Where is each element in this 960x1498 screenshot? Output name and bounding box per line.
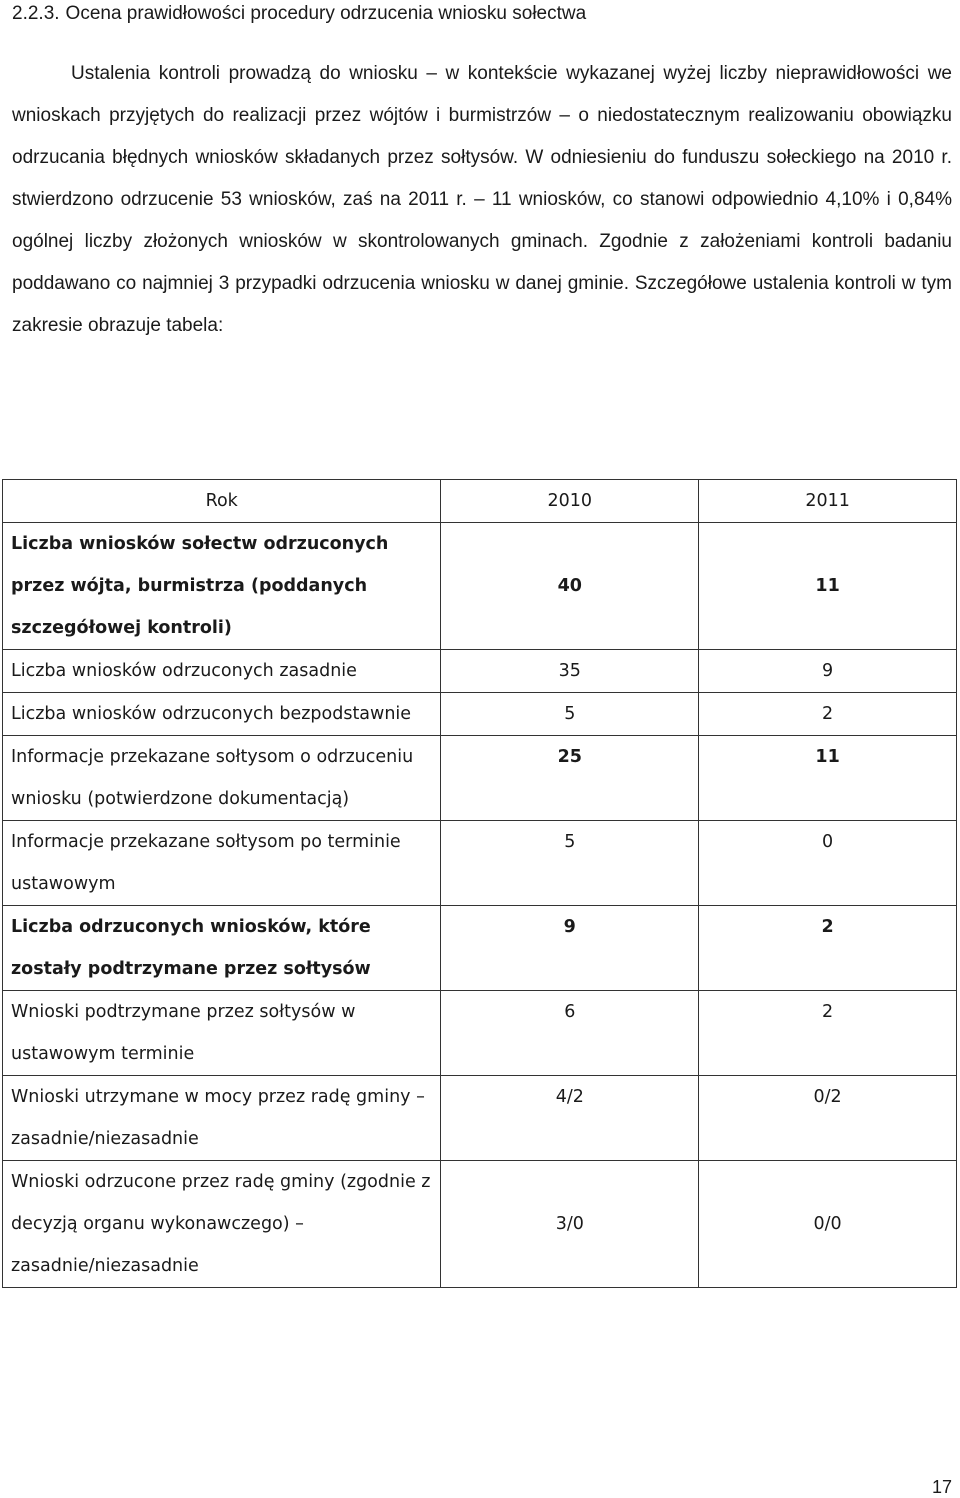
table-row [3,736,957,821]
cell-2011: 0/0 [699,1161,957,1288]
header-year: Rok [3,480,441,523]
table-row [3,906,957,991]
body-paragraph [12,53,952,347]
table-row [3,650,957,693]
table-row [3,1076,957,1161]
cell-2010: 3/0 [441,1161,699,1288]
cell-2010: 4/2 [441,1076,699,1161]
row-label: Wnioski podtrzymane przez sołtysów w ustawowym terminie [3,991,441,1076]
cell-2011: 2 [699,991,957,1076]
table-row [3,821,957,906]
cell-2010: 25 [441,736,699,821]
row-label: Wnioski odrzucone przez radę gminy (zgodnie z decyzją organu wykonawczego) – zasadnie/niezasadnie [3,1161,441,1288]
results-table [2,479,957,1288]
row-label: Liczba wniosków sołectw odrzuconych przez wójta, burmistrza (poddanych szczegółowej kontroli) [3,523,441,650]
row-label: Informacje przekazane sołtysom po terminie ustawowym [3,821,441,906]
cell-2010: 35 [441,650,699,693]
section-number: 2.2.3. [12,3,60,24]
cell-2010: 6 [441,991,699,1076]
cell-2011: 0 [699,821,957,906]
header-2010: 2010 [441,480,699,523]
cell-2011: 2 [699,693,957,736]
table-row [3,523,957,650]
table-row [3,1161,957,1288]
page-number: 17 [931,1477,952,1497]
cell-2010: 40 [441,523,699,650]
row-label: Informacje przekazane sołtysom o odrzuceniu wniosku (potwierdzone dokumentacją) [3,736,441,821]
table-row [3,991,957,1076]
table-row [3,693,957,736]
cell-2011: 9 [699,650,957,693]
cell-2011: 11 [699,523,957,650]
cell-2010: 5 [441,693,699,736]
section-heading [12,2,586,26]
row-label: Liczba wniosków odrzuconych zasadnie [3,650,441,693]
cell-2010: 5 [441,821,699,906]
cell-2011: 2 [699,906,957,991]
cell-2011: 11 [699,736,957,821]
header-2011: 2011 [699,480,957,523]
cell-2011: 0/2 [699,1076,957,1161]
paragraph-text: Ustalenia kontroli prowadzą do wniosku – w kontekście wykazanej wyżej liczby nieprawidłowości we wnioskach przyjętych do realizacji przez wójtów i burmistrzów – o niedostatecznym realizowaniu obowiązku odrzucania błędnych wniosków składanych przez sołtysów. W odniesieniu do funduszu sołeckiego na 2010 r. stwierdzono odrzucenie 53 wniosków, zaś na 2011 r. – 11 wniosków, co stanowi odpowiednio 4,10% i 0,84% ogólnej liczby złożonych wniosków w skontrolowanych gminach. Zgodnie z założeniami kontroli badaniu poddawano co najmniej 3 przypadki odrzucenia wniosku w danej gminie. Szczegółowe ustalenia kontroli w tym zakresie obrazuje tabela: [12,63,952,336]
row-label: Liczba odrzuconych wniosków, które zostały podtrzymane przez sołtysów [3,906,441,991]
row-label: Wnioski utrzymane w mocy przez radę gminy – zasadnie/niezasadnie [3,1076,441,1161]
cell-2010: 9 [441,906,699,991]
row-label: Liczba wniosków odrzuconych bezpodstawnie [3,693,441,736]
table-header-row [3,480,957,523]
section-title: Ocena prawidłowości procedury odrzucenia wniosku sołectwa [65,3,587,24]
